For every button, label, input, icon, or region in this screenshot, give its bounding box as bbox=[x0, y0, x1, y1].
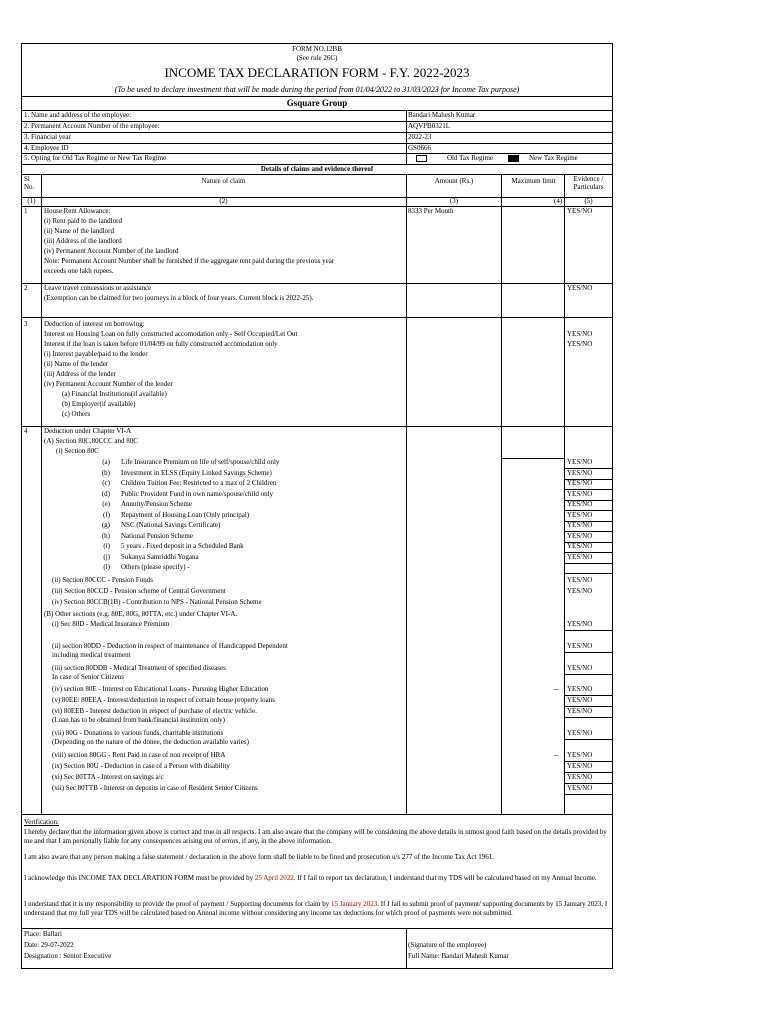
hra-amount: 8333 Per Month bbox=[408, 207, 454, 215]
employee-id-label: 4. Employee ID bbox=[24, 144, 69, 152]
other-section-evidence[interactable]: YES/NO bbox=[567, 707, 593, 715]
item-80c-label: 5 years . Fixed deposit in a Scheduled Bank bbox=[121, 542, 244, 550]
row-divider bbox=[564, 717, 612, 718]
pension-section-label: (iii) Section 80CCD - Pension scheme of Central Government bbox=[52, 587, 226, 595]
hra-line: (iv) Permanent Account Number of the landlord bbox=[44, 247, 179, 255]
col-num-4: (4) bbox=[554, 197, 563, 205]
other-section-label: (iv) section 80E - Interest on Educational Loans - Pursuing Higher Education bbox=[52, 685, 269, 693]
other-section-label: (vii) 80G - Donations to various funds, charitable institutions bbox=[52, 729, 224, 737]
item-80c-evidence[interactable]: YES/NO bbox=[567, 500, 593, 508]
interest-line: (ii) Name of the lender bbox=[44, 360, 109, 368]
interest-line: (iii) Address of the lender bbox=[44, 370, 116, 378]
pan-value: AQVPB0321L bbox=[408, 122, 451, 130]
other-section-label: (Depending on the nature of the donee, the deduction available varies) bbox=[52, 738, 249, 746]
interest-line: (a) Financial Institutions(if available) bbox=[62, 390, 167, 398]
item-80c-label: Annuity/Pension Scheme bbox=[121, 500, 192, 508]
sec3-number: 3 bbox=[24, 320, 28, 328]
hra-heading: House Rent Allowance: bbox=[44, 207, 111, 215]
new-regime-label: New Tax Regime bbox=[529, 154, 578, 162]
item-80c-label: Repayment of Housing Loan (Only principal) bbox=[121, 510, 250, 519]
financial-year-value: 2022-23 bbox=[408, 133, 432, 141]
interest-line: Interest if the loan is taken before 01/04/99 on fully constructed accomodation only bbox=[44, 340, 278, 348]
verification-false-statement: I am also aware that any person making a false statement / declaration in the above form shall be liable to be fined and prosecution u/s 277 of the Income Tax Act 1961. bbox=[24, 853, 494, 861]
other-section-evidence[interactable]: YES/NO bbox=[567, 642, 593, 650]
hra-evidence[interactable]: YES/NO bbox=[567, 207, 593, 215]
pan-label: 2. Permanent Account Number of the employee: bbox=[24, 122, 160, 130]
pension-section-label: (ii) Section 80CCC - Pension Funds bbox=[52, 576, 153, 584]
other-section-label: (i) Sec 80D - Medical Insurance Premium bbox=[52, 620, 170, 628]
signature-label: (Signature of the employee) bbox=[408, 941, 487, 949]
interest-evidence[interactable]: YES/NO bbox=[567, 340, 593, 348]
other-section-label: (Loan has to be obtained from bank/financial institution only) bbox=[52, 716, 226, 724]
section-a-heading: (A) Section 80C,80CCC and 80C bbox=[44, 437, 138, 445]
item-80c-label: National Pension Scheme bbox=[121, 531, 193, 540]
item-80c-evidence[interactable]: YES/NO bbox=[567, 542, 593, 550]
other-section-label: (vi) 80EEB - Interest deduction in respect of purchase of electric vehicle. bbox=[52, 707, 257, 715]
interest-line: (b) Employer(if available) bbox=[62, 400, 136, 408]
item-letter: (h) bbox=[101, 531, 110, 540]
interest-line: Interest on Housing Loan on fully constructed accomodation only - Self Occupied/Let Out bbox=[44, 330, 298, 338]
hra-line: (i) Rent paid to the landlord bbox=[44, 217, 122, 225]
sec4-number: 4 bbox=[24, 427, 28, 435]
verification-proof: I understand that it is my responsibility to provide the proof of payment / Supporting documents for claim by 15 January 2023. If I fail to submit proof of payment/ supporting documents by 15 January 2023, I understand that my full year TDS will be calculated based on Annual income without considering any income tax deductions for which proof of payments were not submitted. bbox=[24, 900, 608, 917]
item-letter: (l) bbox=[103, 563, 110, 571]
interest-line: (iv) Permanent Account Number of the lender bbox=[44, 380, 173, 388]
item-letter: (b) bbox=[101, 468, 110, 477]
col-num-1: (1) bbox=[27, 197, 36, 205]
header-max-limit: Maximum limit bbox=[511, 177, 556, 185]
item-80c-label: Sukanya Samriddhi Yogana bbox=[121, 552, 199, 561]
other-section-evidence[interactable]: YES/NO bbox=[567, 729, 593, 737]
hra-line: (iii) Address of the landlord bbox=[44, 237, 122, 245]
header-sl: Sl bbox=[24, 175, 30, 183]
interest-heading: Deduction of interest on borrowing: bbox=[44, 320, 145, 328]
employee-id-value: GS0666 bbox=[408, 144, 431, 152]
date: Date: 29-07-2022 bbox=[24, 941, 74, 949]
old-regime-label: Old Tax Regime bbox=[447, 154, 494, 162]
form-subtitle: (To be used to declare investment that will be made during the period from 01/04/2022 to 31/03/2023 for Income Tax purpose) bbox=[114, 85, 520, 94]
hra-line: (ii) Name of the landlord bbox=[44, 227, 114, 235]
other-section-label: (ix) Section 80U - Deduction in case of a Person with disability bbox=[52, 762, 230, 770]
hra-note: exceeds one lakh rupees. bbox=[44, 267, 114, 275]
other-section-evidence[interactable]: YES/NO bbox=[567, 751, 593, 759]
pension-section-label: (iv) Section 80CCB(1B) - Contribution to NPS - National Pension Scheme bbox=[52, 598, 262, 606]
old-regime-checkbox[interactable] bbox=[416, 155, 427, 162]
header-nature: Nature of claim bbox=[201, 177, 246, 185]
item-80c-label: Others (please specify) - bbox=[121, 563, 190, 571]
item-letter: (d) bbox=[101, 489, 110, 498]
company-name: Gsquare Group bbox=[286, 98, 348, 108]
max-limit-value: -- bbox=[554, 685, 559, 693]
col-num-2: (2) bbox=[219, 197, 228, 205]
verification-declaration: I hereby declare that the information given above is correct and true in all respects. I am also aware that the company will be considering the above details in utmost good faith based on the details provided by me and that I am personally liable for any consequences arising out of errors, if any, in the above information. bbox=[24, 828, 607, 845]
other-section-evidence[interactable]: YES/NO bbox=[567, 685, 593, 693]
tax-regime-label: 5. Opting for Old Tax Regime or New Tax Regime bbox=[24, 154, 167, 162]
item-80c-evidence[interactable]: YES/NO bbox=[567, 510, 593, 519]
other-section-label: (viii) section 80GG - Rent Paid in case of non receipt of HRA bbox=[52, 751, 226, 759]
item-80c-label: Investment in ELSS (Equity Linked Savings Scheme) bbox=[121, 468, 272, 477]
item-letter: (i) bbox=[103, 542, 110, 550]
interest-line: (c) Others bbox=[62, 410, 91, 418]
declaration-form bbox=[21, 43, 613, 969]
item-80c-label: NSC (National Savings Certificate) bbox=[121, 521, 221, 529]
lta-evidence[interactable]: YES/NO bbox=[567, 284, 593, 292]
new-regime-checkbox[interactable] bbox=[508, 155, 519, 162]
section-80c-heading: (i) Section 80C bbox=[56, 447, 99, 455]
item-80c-evidence[interactable]: YES/NO bbox=[567, 531, 593, 540]
row-divider bbox=[564, 563, 612, 564]
row-divider bbox=[564, 794, 612, 795]
item-80c-label: Public Provident Fund in own name/spouse/child only bbox=[121, 489, 274, 498]
claims-table-caption: Details of claims and evidence thereof bbox=[260, 165, 374, 173]
other-section-label: (ii) section 80DD - Deduction in respect of maintenance of Handicapped Dependent bbox=[52, 642, 288, 650]
other-section-evidence[interactable]: YES/NO bbox=[567, 762, 593, 770]
item-letter: (f) bbox=[103, 510, 110, 519]
item-80c-label: Children Tuition Fee: Restricted to a max of 2 Children bbox=[121, 479, 277, 487]
pension-section-evidence[interactable]: YES/NO bbox=[567, 576, 593, 584]
row-divider bbox=[564, 739, 612, 740]
other-section-label: (iii) section 80DDB - Medical Treatment of specified diseases bbox=[52, 664, 226, 672]
header-no: No. bbox=[24, 183, 35, 191]
verification-heading: Verification: bbox=[24, 818, 59, 826]
item-letter: (c) bbox=[102, 479, 110, 487]
item-80c-label: Life Insurance Premium on life of self/spouse/child only bbox=[121, 458, 280, 466]
other-section-label: In case of Senior Citizens bbox=[52, 673, 124, 681]
employee-name-value: Bandari Mahesh Kumar bbox=[408, 111, 476, 119]
col-num-3: (3) bbox=[449, 197, 459, 205]
other-section-evidence[interactable]: YES/NO bbox=[567, 664, 593, 672]
declaration-deadline-date: 25 April 2022 bbox=[254, 874, 294, 882]
item-80c-evidence[interactable]: YES/NO bbox=[567, 489, 593, 498]
row-divider bbox=[564, 630, 612, 631]
interest-evidence[interactable]: YES/NO bbox=[567, 330, 593, 338]
place: Place: Ballari bbox=[24, 930, 62, 938]
financial-year-label: 3. Financial year bbox=[24, 133, 71, 141]
other-section-evidence[interactable]: YES/NO bbox=[567, 773, 593, 781]
max-limit-value: -- bbox=[554, 751, 559, 759]
other-section-evidence[interactable]: YES/NO bbox=[567, 620, 593, 628]
sec1-number: 1 bbox=[24, 207, 28, 215]
employee-name-label: 1. Name and address of the employee: bbox=[24, 111, 132, 119]
chapter-via-heading: Deduction under Chapter VI-A bbox=[44, 427, 132, 435]
section-b-heading: (B) Other sections (e.g. 80E, 80G, 80TTA, etc.) under Chapter VI-A. bbox=[44, 610, 238, 618]
header-amount: Amount (Rs.) bbox=[434, 177, 474, 185]
header-particulars: Particulars bbox=[573, 183, 604, 191]
proof-deadline-date: 15 January 2023 bbox=[330, 900, 378, 908]
page-title: INCOME TAX DECLARATION FORM - F.Y. 2022-2023 bbox=[164, 65, 470, 80]
row-divider bbox=[564, 652, 612, 653]
item-80c-evidence[interactable]: YES/NO bbox=[567, 458, 593, 466]
other-section-evidence[interactable]: YES/NO bbox=[567, 784, 593, 792]
form-number: FORM NO.12BB bbox=[292, 45, 342, 53]
item-80c-evidence[interactable]: YES/NO bbox=[567, 552, 593, 561]
item-letter: (a) bbox=[102, 458, 110, 466]
other-section-label: including medical treatment bbox=[52, 651, 131, 659]
other-section-label: (xii) Sec 80TTB - Interest on deposits in case of Resident Senior Citizens bbox=[52, 784, 258, 792]
full-name: Full Name: Bandari Mahesh Kumar bbox=[408, 952, 509, 960]
item-letter: (e) bbox=[102, 500, 110, 508]
header-evidence: Evidence / bbox=[573, 175, 604, 183]
see-rule: (See rule 26C) bbox=[296, 54, 338, 62]
verification-deadline: I acknowledge this INCOME TAX DECLARATION FORM must be provided by 25 April 2022. If I fail to report tax declaration, I understand that my TDS will be calculated based on my Annual Income. bbox=[24, 874, 597, 882]
item-80c-evidence[interactable]: YES/NO bbox=[567, 468, 593, 477]
interest-line: (i) Interest payable/paid to the lender bbox=[44, 350, 148, 358]
row-divider bbox=[564, 573, 612, 574]
lta-note: (Exemption can be claimed for two journeys in a block of four years. Current block is 2022-25). bbox=[44, 294, 314, 302]
pension-section-evidence[interactable]: YES/NO bbox=[567, 587, 593, 595]
lta-heading: Leave travel concessions or assistance bbox=[44, 284, 152, 292]
sec2-number: 2 bbox=[24, 284, 28, 292]
item-80c-evidence[interactable]: YES/NO bbox=[567, 479, 593, 487]
other-section-evidence[interactable]: YES/NO bbox=[567, 696, 593, 704]
item-letter: (g) bbox=[101, 521, 110, 529]
item-letter: (j) bbox=[103, 552, 110, 561]
designation: Designation : Senior Executive bbox=[24, 952, 112, 960]
item-80c-evidence[interactable]: YES/NO bbox=[567, 521, 593, 529]
hra-note: Note: Permanent Account Number shall be furnished if the aggregate rent paid during the previous year bbox=[44, 257, 335, 265]
other-section-label: (v) 80EE: 80EEA - Interest/deduction in respect of certain house property loans bbox=[52, 696, 275, 704]
row-divider bbox=[564, 674, 612, 675]
other-section-label: (xi) Sec 80TTA - Interest on savings a/c bbox=[52, 773, 164, 781]
col-num-5: (5) bbox=[584, 197, 593, 205]
